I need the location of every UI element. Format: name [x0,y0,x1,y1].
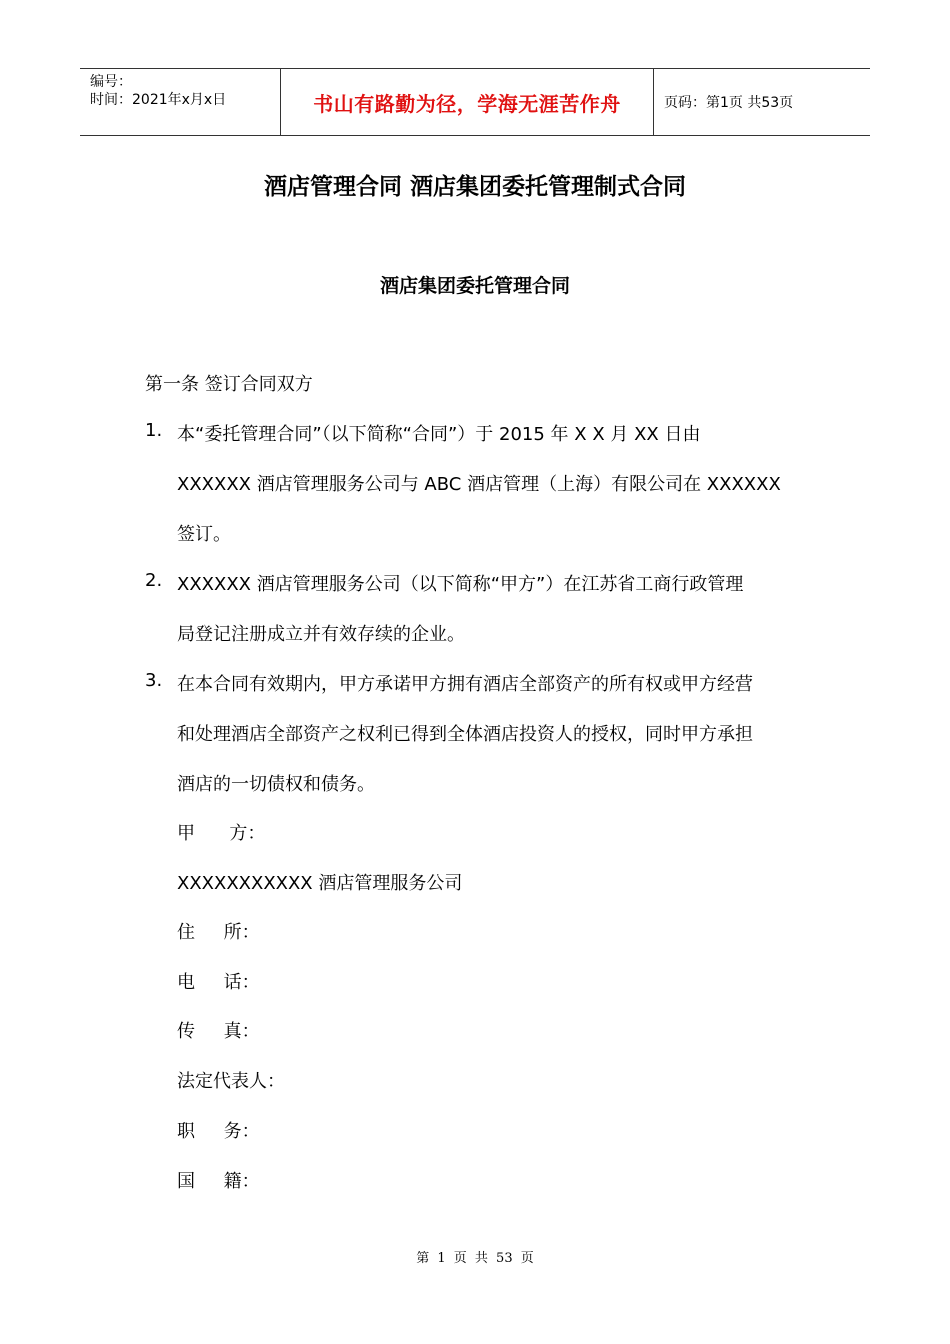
document-title: 酒店管理合同 酒店集团委托管理制式合同 [263,174,686,200]
item-line: 本“委托管理合同”（以下简称“合同”）于 2015 年 X X 月 XX 日由 [177,424,701,445]
article-heading: 第一条 签订合同双方 [145,374,313,395]
header-page-cell [654,69,870,135]
item-line: 和处理酒店全部资产之权利已得到全体酒店投资人的授权，同时甲方承担 [177,724,753,745]
document-header [80,68,870,136]
address-label: 住 所： [177,922,260,943]
item-number: 2. [145,570,163,591]
party-a-company: XXXXXXXXXXX 酒店管理服务公司 [177,873,463,894]
phone-label: 电 话： [177,972,260,993]
fax-label: 传 真： [177,1021,260,1042]
header-meta [80,69,281,135]
item-number: 3. [145,670,163,691]
page-info: 页码：第1页 共53页 [664,95,794,111]
position-label: 职 务： [177,1121,260,1142]
nationality-label: 国 籍： [177,1171,260,1192]
date-label: 时间：2021年x月x日 [90,92,227,108]
item-line: XXXXXX 酒店管理服务公司与 ABC 酒店管理（上海）有限公司在 XXXXXX [177,474,781,495]
motto-text: 书山有路勤为径，学海无涯苦作舟 [313,91,621,116]
serial-number-label: 编号： [90,74,132,90]
item-number: 1. [145,420,163,441]
item-line: 局登记注册成立并有效存续的企业。 [177,624,465,645]
item-line: 签订。 [177,524,231,545]
legal-representative-label: 法定代表人： [177,1071,285,1092]
party-a-label: 甲 方： [177,823,266,844]
item-line: 酒店的一切债权和债务。 [177,774,375,795]
contract-subtitle: 酒店集团委托管理合同 [379,275,570,297]
item-line: 在本合同有效期内，甲方承诺甲方拥有酒店全部资产的所有权或甲方经营 [177,674,753,695]
item-line: XXXXXX 酒店管理服务公司（以下简称“甲方”）在江苏省工商行政管理 [177,574,744,595]
page-footer: 第 1 页 共 53 页 [416,1251,534,1266]
header-motto-cell [281,69,654,135]
